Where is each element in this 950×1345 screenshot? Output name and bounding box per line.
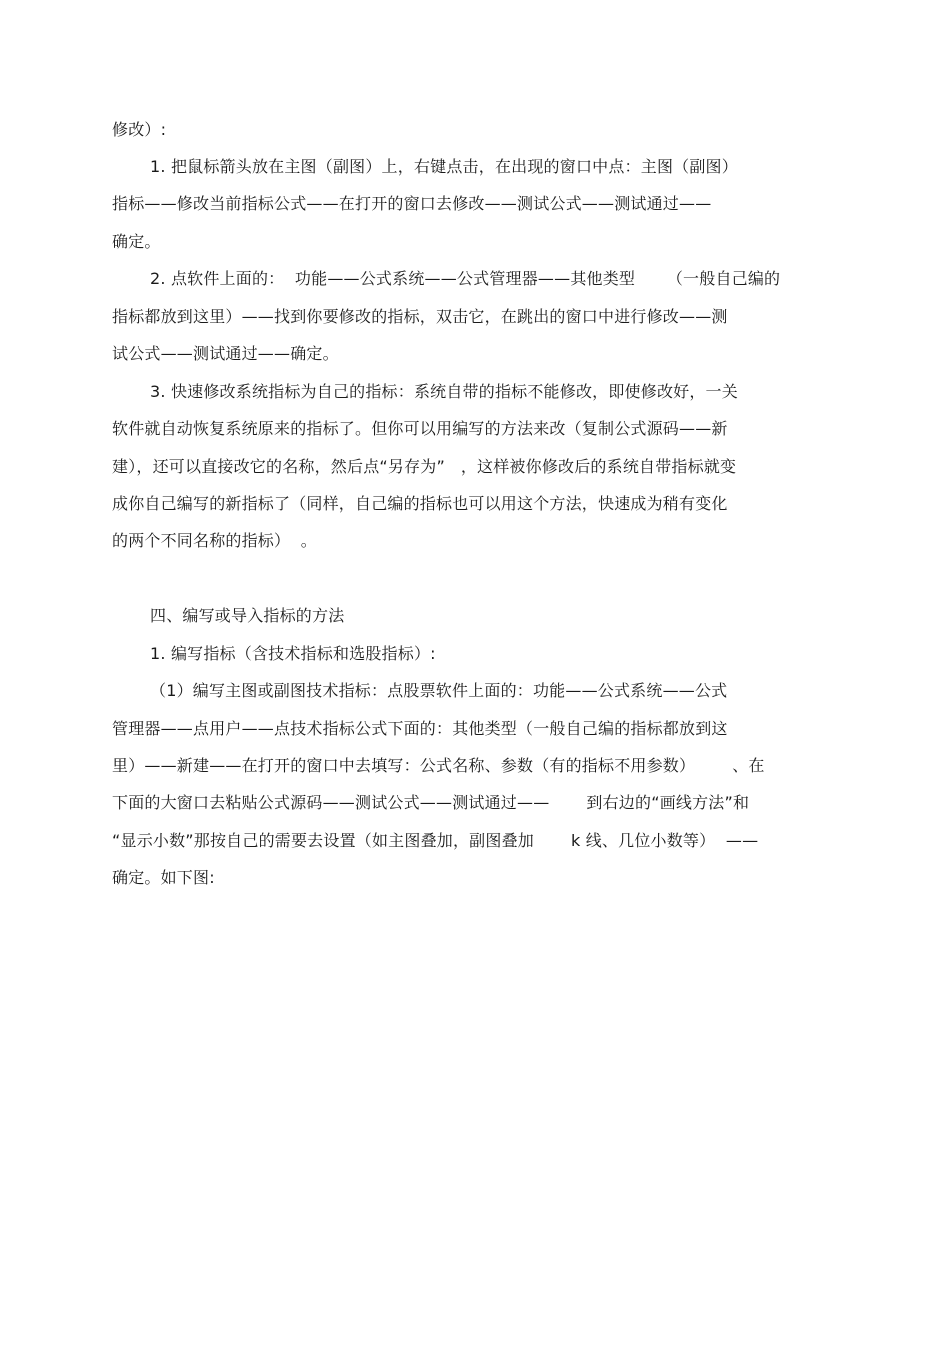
text-line: 下面的大窗口去粘贴公式源码——测试公式——测试通过—— 到右边的“画线方法”和	[112, 793, 750, 812]
text-line: 确定。如下图:	[112, 868, 215, 887]
text-line: 的两个不同名称的指标） 。	[112, 531, 317, 550]
text-line: 建），还可以直接改它的名称，然后点“另存为” ，这样被你修改后的系统自带指标就变	[112, 457, 737, 476]
text-line: 成你自己编写的新指标了（同样，自己编的指标也可以用这个方法，快速成为稍有变化	[112, 494, 728, 513]
section-heading: 四、编写或导入指标的方法	[150, 606, 345, 625]
text-line: 里）——新建——在打开的窗口中去填写：公式名称、参数（有的指标不用参数） 、在	[112, 756, 765, 775]
text-line: 1. 把鼠标箭头放在主图（副图）上，右键点击，在出现的窗口中点：主图（副图）	[150, 157, 738, 176]
text-line: 3. 快速修改系统指标为自己的指标：系统自带的指标不能修改，即使修改好，一关	[150, 382, 738, 401]
text-line: 试公式——测试通过——确定。	[112, 344, 339, 363]
text-line: 确定。	[112, 232, 161, 251]
text-line: 修改）:	[112, 120, 167, 139]
text-line: 管理器——点用户——点技术指标公式下面的：其他类型（一般自己编的指标都放到这	[112, 719, 728, 738]
text-line: （1）编写主图或副图技术指标：点股票软件上面的：功能——公式系统——公式	[150, 681, 728, 700]
text-line: 软件就自动恢复系统原来的指标了。但你可以用编写的方法来改（复制公式源码——新	[112, 419, 728, 438]
subsection-heading: 1. 编写指标（含技术指标和选股指标）:	[150, 644, 436, 663]
text-line: “显示小数”那按自己的需要去设置（如主图叠加，副图叠加 k 线、几位小数等） ——	[112, 831, 759, 850]
text-line: 2. 点软件上面的： 功能——公式系统——公式管理器——其他类型 （一般自己编的	[150, 269, 781, 288]
text-line: 指标都放到这里）——找到你要修改的指标，双击它，在跳出的窗口中进行修改——测	[112, 307, 728, 326]
text-line: 指标——修改当前指标公式——在打开的窗口去修改——测试公式——测试通过——	[112, 194, 712, 213]
